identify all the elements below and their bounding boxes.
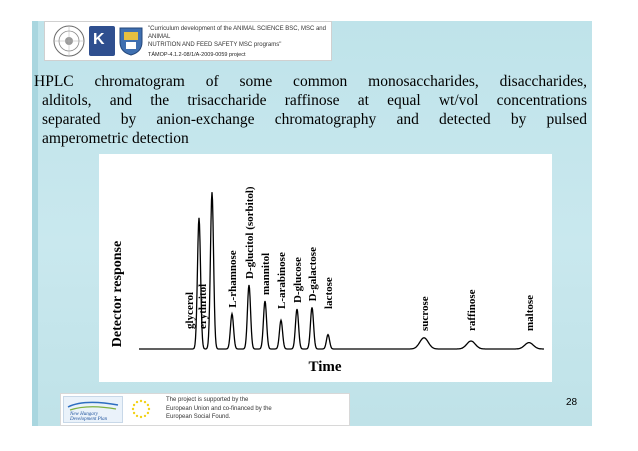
peak-label: D-glucitol (sorbitol) (244, 186, 256, 279)
peak-label: D-glucose (292, 257, 304, 303)
k-logo-letter: K (93, 31, 105, 48)
chromatogram-figure (99, 154, 552, 382)
peak-label: L-rhamnose (227, 250, 239, 308)
peak-label: sucrose (419, 296, 431, 331)
eu-star (144, 401, 146, 403)
eu-star (132, 408, 134, 410)
eu-star (147, 404, 149, 406)
title-line-1: HPLC chromatogram of some common monosaccharides, disaccharides, (34, 73, 587, 90)
title-line-4: amperometric detection (42, 130, 189, 147)
eu-star (144, 415, 146, 417)
peak-label: D-galactose (307, 247, 319, 302)
eu-star (147, 412, 149, 414)
eu-star (148, 408, 150, 410)
peak-label: erythritol (197, 283, 209, 329)
new-hungary-logo (63, 396, 123, 423)
peak-label: glycerol (184, 291, 196, 329)
peak-label: mannitol (260, 252, 272, 295)
page-number: 28 (566, 397, 578, 408)
header-text (148, 25, 333, 59)
new-hungary-logo-text: New Hungary Development Plan (70, 412, 108, 422)
header-line-1: "Curriculum development of the ANIMAL SCIENCE BSC, MSC and ANIMAL (148, 26, 326, 40)
y-axis-label: Detector response (110, 240, 125, 348)
faculty-crest-icon (118, 26, 144, 56)
eu-star (133, 412, 135, 414)
peak-label: raffinose (466, 289, 478, 331)
peak-label: maltose (524, 294, 536, 331)
eu-star (140, 400, 142, 402)
eu-star (136, 415, 138, 417)
peak-label: lactose (323, 277, 335, 309)
university-seal-icon (52, 24, 86, 58)
footer-line-2: European Union and co-financed by the (166, 405, 272, 412)
header-line-2: NUTRITION AND FEED SAFETY MSC programs" (148, 42, 282, 48)
x-axis-label: Time (308, 359, 342, 375)
peak-label: L-arabinose (276, 252, 288, 309)
k-logo-icon (89, 26, 115, 56)
eu-star (140, 416, 142, 418)
title-line-2: alditols, and the trisaccharide raffinose at equal wt/vol concentrations (42, 92, 587, 109)
footer-line-1: The project is supported by the (166, 397, 249, 403)
slide-title (34, 72, 587, 148)
footer-text (166, 396, 296, 422)
footer-line-3: European Social Found. (166, 414, 231, 420)
eu-flag-icon (128, 397, 154, 421)
eu-star (136, 401, 138, 403)
chromatogram-svg (99, 154, 552, 382)
header-project-code: TÁMOP-4.1.2-08/1/A-2009-0059 project (148, 52, 246, 58)
title-line-3: separated by anion-exchange chromatography and detected by pulsed (42, 111, 587, 128)
eu-star (133, 404, 135, 406)
